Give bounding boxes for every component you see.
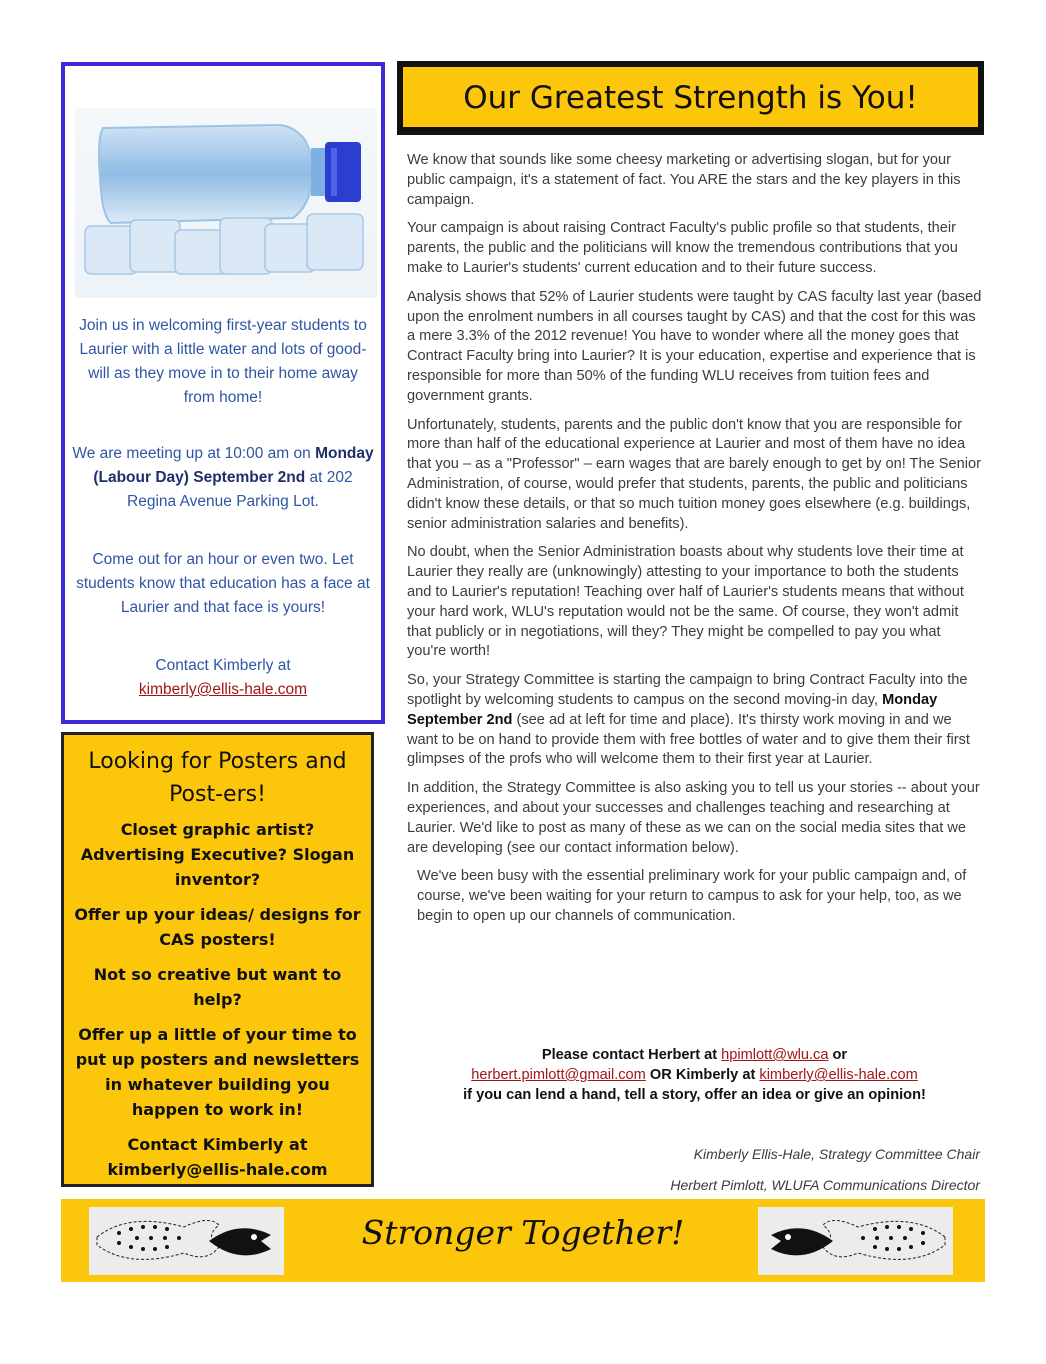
contact-mid: OR Kimberly at [649, 1067, 756, 1083]
contact-email-gmail-link[interactable]: herbert.pimlott@gmail.com [471, 1067, 646, 1083]
footer-banner [61, 1199, 985, 1282]
contact-email-hpimlott-link[interactable]: hpimlott@wlu.ca [721, 1047, 829, 1063]
article-body [407, 151, 982, 936]
ad-meeting-place: at 202 Regina Avenue Parking Lot. [127, 469, 353, 510]
ad-come-out-text: Come out for an hour or even two. Let students know that education has a face at Laurier and that face is yours! [76, 551, 370, 616]
posters-para-2: Offer up your ideas/ designs for CAS posters! [74, 905, 361, 949]
ad-meeting-date: Monday (Labour Day) September 2nd [93, 445, 374, 486]
article-para-6-post: (see ad at left for time and place). It's thirsty work moving in and we want to be on hand to provide them with free bottles of water and to give them their first glimpses of the profs who will welcome them to their first year at Laurier. [407, 711, 970, 768]
article-para-5: No doubt, when the Senior Administration boasts about why students love their time at Laurier they really are (unknowingly) attesting to your importance to both the students and to Laurier's reputation! Teaching over half of Laurier's students means that without your hard work, WLU's reputation would not be the same. Of course, they won't admit that publicly or in negotiations, will they? They might be compelled to pay you what you're worth! [407, 544, 964, 660]
posters-para-3: Not so creative but want to help? [93, 965, 342, 1009]
contact-block [407, 1045, 982, 1105]
article-para-7: In addition, the Strategy Committee is also asking you to tell us your stories -- about your experiences, and about your successes and challenges teaching and researching at Laurier. We'd like to post as many of these as we can on the social media sites that we are developing (see our contact information below). [407, 780, 980, 856]
ad-contact-label: Contact Kimberly at [155, 657, 291, 674]
contact-line-pre: Please contact Herbert at [541, 1047, 718, 1063]
ad-meeting-text [71, 442, 375, 514]
posters-para-4: Offer up a little of your time to put up posters and newsletters in whatever building you happen to work in! [75, 1025, 360, 1119]
headline-banner [397, 61, 984, 135]
fish-school-left-icon [89, 1207, 284, 1275]
article-para-4: Unfortunately, students, parents and the public don't know that you are responsible for more than half of the educational experience at Laurier and most of them have no idea that you – as a "Professor" – earn wages that are barely enough to get by on! The Senior Administration, of course, would prefer that students, parents, the public and politicians didn't know these details, or that so much tuition money goes elsewhere (e.g. buildings, senior administration salaries and benefits). [407, 416, 981, 532]
headline-title: Our Greatest Strength is You! [403, 67, 978, 127]
ad-meeting-pre: We are meeting up at 10:00 am on [72, 445, 311, 462]
footer-slogan: Stronger Together! [361, 1213, 685, 1252]
article-para-3: Analysis shows that 52% of Laurier students were taught by CAS faculty last year (based upon the enrolment numbers in all courses taught by CAS) and that the cost for this was a mere 3.3% of the 2012 revenue! You have to wonder where all the money goes that Contract Faculty bring into Laurier? It is your education, expertise and experience that is responsible for more than 50% of the funding WLU receives from tuition fees and government grants. [407, 288, 982, 404]
posters-callout-box [61, 732, 374, 1187]
fish-school-right-icon [758, 1207, 953, 1275]
water-bottle-icon [75, 108, 377, 298]
article-para-8: We've been busy with the essential preliminary work for your public campaign and, of course, we've been waiting for your return to campus to ask for your help, too, as we begin to open up our channels of communication. [417, 868, 967, 924]
article-para-2: Your campaign is about raising Contract Faculty's public profile so that students, their parents, the public and the politicians will know the tremendous contributions that you make to Laurier's students' current education and to their future success. [407, 220, 958, 276]
contact-email-kimberly-link[interactable]: kimberly@ellis-hale.com [759, 1067, 918, 1083]
article-para-1: We know that sounds like some cheesy marketing or advertising slogan, but for your public campaign, it's a statement of fact. You ARE the stars and the key players in this campaign. [407, 152, 961, 208]
water-bottle-image [75, 108, 377, 298]
posters-para-5: Contact Kimberly at kimberly@ellis-hale.com [107, 1135, 328, 1179]
welcome-ad-box [61, 62, 385, 724]
article-para-6-pre: So, your Strategy Committee is starting the campaign to bring Contract Faculty into the spotlight by welcoming students to campus on the second moving-in day, [407, 672, 968, 708]
signature-herbert: Herbert Pimlott, WLUFA Communications Director [670, 1177, 980, 1193]
contact-or: or [832, 1047, 848, 1063]
article-para-6-date: Monday September 2nd [407, 691, 938, 728]
signature-kimberly: Kimberly Ellis-Hale, Strategy Committee Chair [693, 1146, 980, 1162]
posters-title: Looking for Posters and Post-ers! [88, 749, 347, 807]
article-para-6 [407, 671, 982, 770]
ad-contact [71, 654, 375, 702]
contact-closing-line: if you can lend a hand, tell a story, offer an idea or give an opinion! [463, 1087, 926, 1103]
posters-para-1: Closet graphic artist? Advertising Executive? Slogan inventor? [80, 820, 355, 889]
ad-intro-text: Join us in welcoming first-year students to Laurier with a little water and lots of good-will as they move in to their home away from home! [79, 317, 367, 406]
ad-contact-email-link[interactable]: kimberly@ellis-hale.com [138, 681, 308, 698]
